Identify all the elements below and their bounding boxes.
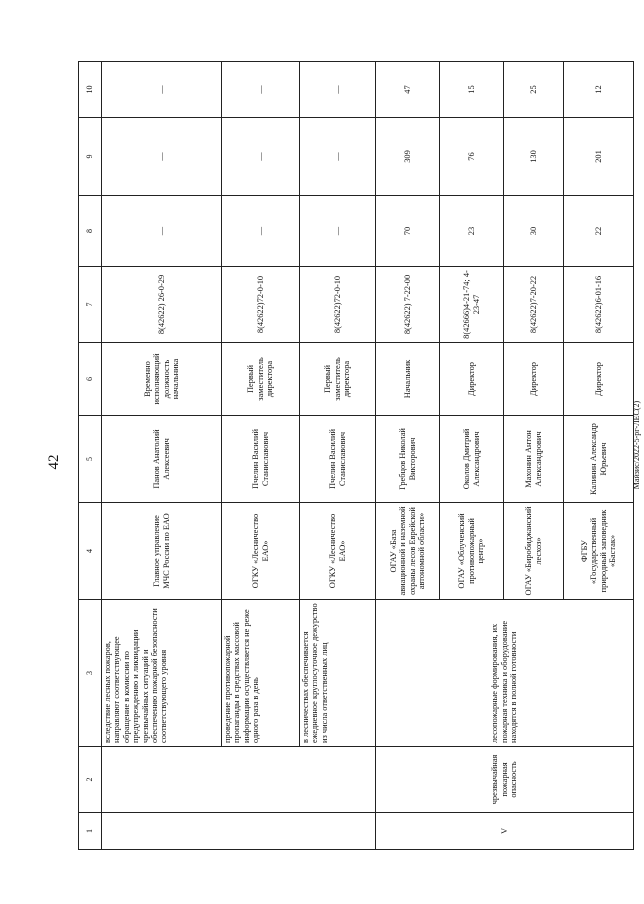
danger-name-cell-empty — [102, 747, 376, 813]
header-cell-2: 2 — [79, 747, 102, 813]
col10-cell: 47 — [376, 62, 440, 118]
person-cell: Околов Дмитрий Александрович — [440, 416, 504, 503]
col10-cell: — — [300, 62, 376, 118]
phone-cell: 8(42622)6-01-16 — [564, 267, 634, 343]
person-cell: Пчелин Василий Станиславович — [300, 416, 376, 503]
col9-cell: 309 — [376, 118, 440, 196]
position-cell: Первый заместитель директора — [222, 343, 300, 416]
phone-cell: 8(42622) 7-22-00 — [376, 267, 440, 343]
col8-cell: 70 — [376, 196, 440, 267]
col8-cell: 22 — [564, 196, 634, 267]
rotated-page-content — [78, 62, 617, 850]
col9-cell: — — [222, 118, 300, 196]
col9-cell: — — [300, 118, 376, 196]
phone-cell: 8(42622) 26-0-29 — [102, 267, 222, 343]
org-cell: ОГАУ «Облученский противопожарный центр» — [440, 503, 504, 600]
phone-cell: 8(42622)72-0-10 — [300, 267, 376, 343]
col10-cell: 12 — [564, 62, 634, 118]
col9-cell: 130 — [504, 118, 564, 196]
page-number: 42 — [46, 454, 62, 470]
col8-cell: — — [222, 196, 300, 267]
col10-cell: 25 — [504, 62, 564, 118]
person-cell: Пчелин Василий Станиславович — [222, 416, 300, 503]
danger-class-cell: V — [376, 813, 634, 850]
position-cell: Директор — [440, 343, 504, 416]
table-row — [222, 62, 300, 850]
measures-text-v: лесопожарные формирования, их пожарная техника и оборудование находятся в полной готовности — [376, 600, 634, 747]
person-cell: Гребцов Николай Викторович — [376, 416, 440, 503]
header-cell-6: 6 — [79, 343, 102, 416]
person-cell: Калинин Александр Юрьевич — [564, 416, 634, 503]
header-cell-1: 1 — [79, 813, 102, 850]
org-cell: ОГКУ «Лесничество ЕАО» — [222, 503, 300, 600]
position-cell: Директор — [564, 343, 634, 416]
class-cell-empty — [102, 813, 376, 850]
header-cell-5: 5 — [79, 416, 102, 503]
col8-cell: 30 — [504, 196, 564, 267]
header-cell-4: 4 — [79, 503, 102, 600]
position-cell: Временно исполняющий должность начальника — [102, 343, 222, 416]
col9-cell: — — [102, 118, 222, 196]
header-cell-9: 9 — [79, 118, 102, 196]
phone-cell: 8(42666)4-21-74; 4-23-47 — [440, 267, 504, 343]
measures-text-1: вследствие лесных пожаров, направляют соответствующее обращение в комиссии по предупреждению и ликвидации чрезвычайных ситуаций и обеспечению пожарной безопасности соответствующего уровня — [102, 600, 222, 747]
col10-cell: — — [222, 62, 300, 118]
phone-cell: 8(42622)72-0-10 — [222, 267, 300, 343]
org-cell: Главное управление МЧС России по ЕАО — [102, 503, 222, 600]
header-row — [79, 62, 102, 850]
header-cell-3: 3 — [79, 600, 102, 747]
col8-cell: — — [300, 196, 376, 267]
col8-cell: — — [102, 196, 222, 267]
col9-cell: 201 — [564, 118, 634, 196]
measures-text-3: в лесничествах обеспечивается ежедневное круглосуточное дежурство из числа ответственных лиц — [300, 600, 376, 747]
col10-cell: — — [102, 62, 222, 118]
table-row — [376, 62, 440, 850]
danger-name-cell: чрезвычайная пожарная опасность — [376, 747, 634, 813]
table-frame — [78, 62, 617, 850]
org-cell: ОГКУ «Лесничество ЕАО» — [300, 503, 376, 600]
position-cell: Первый заместитель директора — [300, 343, 376, 416]
table-row — [300, 62, 376, 850]
fire-danger-table — [78, 61, 634, 850]
phone-cell: 8(42622)7-20-22 — [504, 267, 564, 343]
position-cell: Начальник — [376, 343, 440, 416]
col10-cell: 15 — [440, 62, 504, 118]
col9-cell: 76 — [440, 118, 504, 196]
col8-cell: 23 — [440, 196, 504, 267]
header-cell-8: 8 — [79, 196, 102, 267]
header-cell-10: 10 — [79, 62, 102, 118]
person-cell: Махонин Антон Александрович — [504, 416, 564, 503]
person-cell: Панов Анатолий Алексеевич — [102, 416, 222, 503]
org-cell: ФГБУ «Государственный природный заповедник «Бастак» — [564, 503, 634, 600]
measures-text-2: проведение противопожарной пропаганды в средствах массовой информации осуществляется не реже одного раза в день — [222, 600, 300, 747]
org-cell: ОГАУ «База авиационной и наземной охраны лесов Еврейской автономной области» — [376, 503, 440, 600]
header-cell-7: 7 — [79, 267, 102, 343]
document-code: Майзис/2022-5-рг-ЛЕС(2) — [632, 400, 641, 490]
org-cell: ОГАУ «Биробиджанский лесхоз» — [504, 503, 564, 600]
position-cell: Директор — [504, 343, 564, 416]
table-row — [102, 62, 222, 850]
